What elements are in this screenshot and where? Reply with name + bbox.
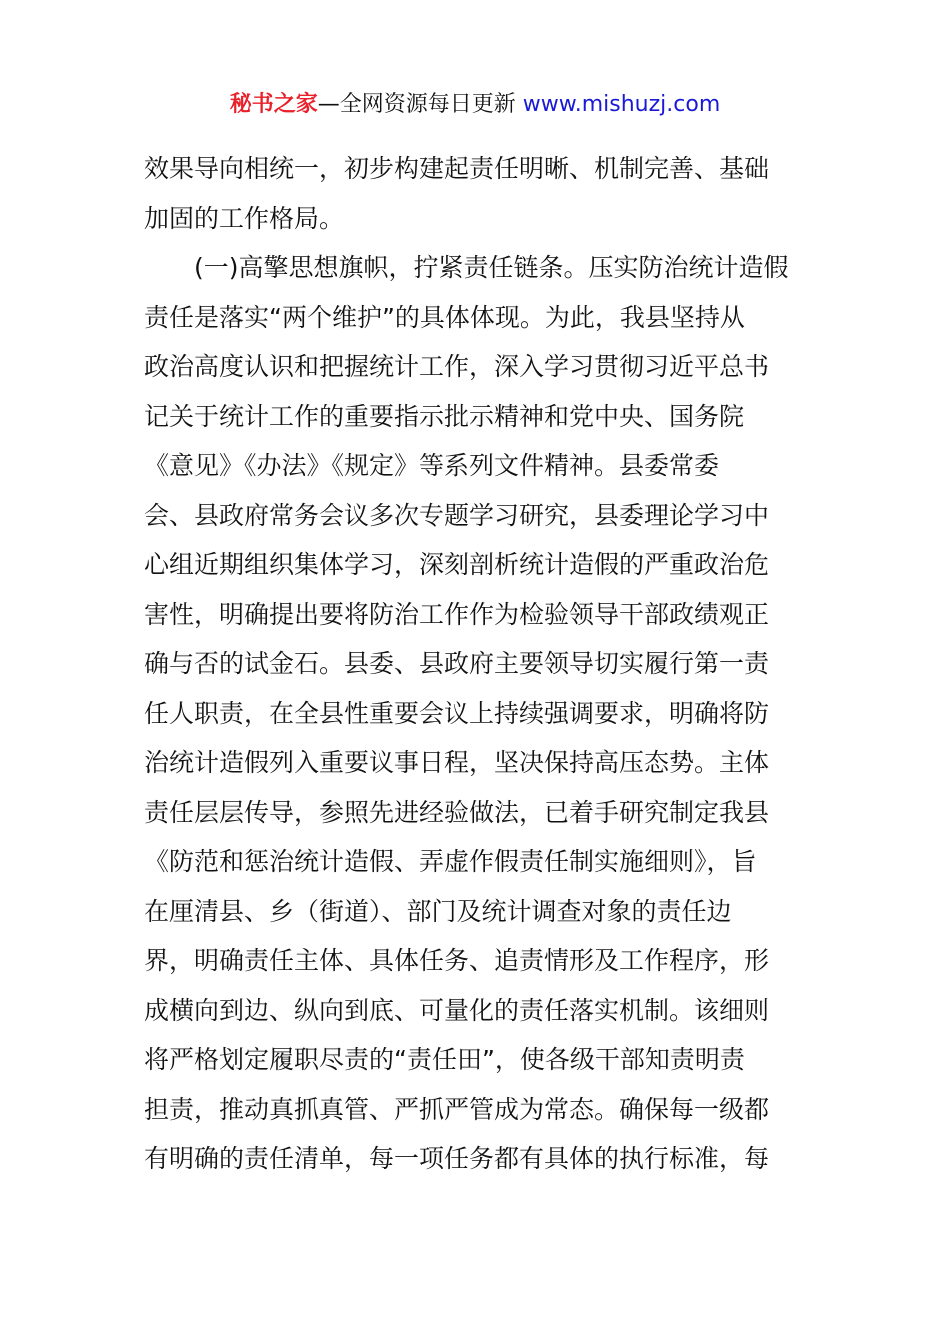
body-line: 责任是落实“两个维护”的具体体现。为此，我县坚持从 [144, 302, 745, 332]
body-line: 治统计造假列入重要议事日程，坚决保持高压态势。主体 [144, 748, 770, 777]
document-body [144, 144, 806, 1184]
body-line: 责任层层传导，参照先进经验做法，已着手研究制定我县 [144, 797, 770, 827]
body-line: 任人职责，在全县性重要会议上持续强调要求，明确将防 [144, 698, 770, 728]
body-line: 记关于统计工作的重要指示批示精神和党中央、国务院 [144, 401, 745, 431]
section-heading-line: (一)高擎思想旗帜，拧紧责任链条。压实防治统计造假 [194, 253, 789, 282]
body-line: 界，明确责任主体、具体任务、追责情形及工作程序，形 [144, 946, 770, 975]
body-line: 在厘清县、乡（街道）、部门及统计调查对象的责任边 [144, 896, 732, 926]
body-line: 将严格划定履职尽责的“责任田”，使各级干部知责明责 [144, 1045, 745, 1074]
body-line: 加固的工作格局。 [144, 203, 345, 233]
body-line: 担责，推动真抓真管、严抓严管成为常态。确保每一级都 [144, 1094, 770, 1124]
body-line: 会、县政府常务会议多次专题学习研究，县委理论学习中 [144, 500, 770, 530]
page-header [0, 88, 950, 122]
body-line: 政治高度认识和把握统计工作，深入学习贯彻习近平总书 [144, 352, 770, 381]
body-line: 《防范和惩治统计造假、弄虚作假责任制实施细则》，旨 [144, 847, 757, 876]
body-line: 心组近期组织集体学习，深刻剖析统计造假的严重政治危 [144, 550, 770, 579]
body-line: 有明确的责任清单，每一项任务都有具体的执行标准，每 [144, 1144, 770, 1173]
header-website-link[interactable]: www.mishuzj.com [522, 92, 721, 117]
body-line: 确与否的试金石。县委、县政府主要领导切实履行第一责 [144, 649, 770, 678]
body-line: 效果导向相统一，初步构建起责任明晰、机制完善、基础 [144, 154, 770, 183]
header-brand: 秘书之家 [229, 92, 318, 117]
body-line: 《意见》《办法》《规定》等系列文件精神。县委常委 [144, 451, 720, 480]
body-line: 害性，明确提出要将防治工作作为检验领导干部政绩观正 [144, 599, 770, 629]
header-tagline: —全网资源每日更新 [317, 92, 523, 117]
body-line: 成横向到边、纵向到底、可量化的责任落实机制。该细则 [144, 995, 770, 1025]
